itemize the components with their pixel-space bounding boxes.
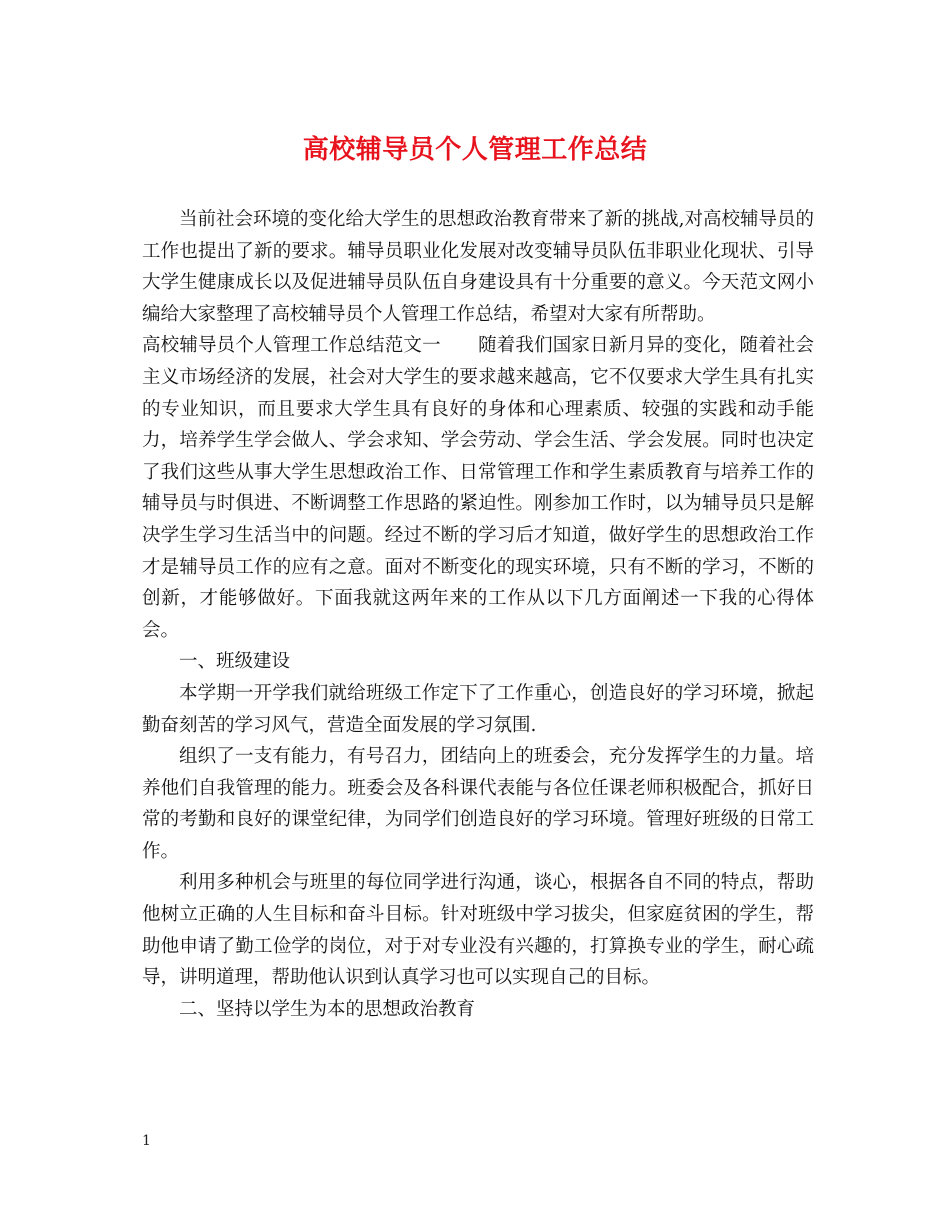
sample-one-paragraph: 高校辅导员个人管理工作总结范文一 随着我们国家日新月异的变化，随着社会主义市场经济的发展，社会对大学生的要求越来越高，它不仅要求大学生具有扎实的专业知识，而且要求大学生具有良好的身体和心理素质、较强的实践和动手能力，培养学生学会做人、学会求知、学会劳动、学会生活、学会发展。同时也决定了我们这些从事大学生思想政治工作、日常管理工作和学生素质教育与培养工作的辅导员与时俱进、不断调整工作思路的紧迫性。刚参加工作时，以为辅导员只是解决学生学习生活当中的问题。经过不断的学习后才知道，做好学生的思想政治工作才是辅导员工作的应有之意。面对不断变化的现实环境，只有不断的学习，不断的创新，才能够做好。下面我就这两年来的工作从以下几方面阐述一下我的心得体会。 [142, 335, 814, 641]
document-title: 高校辅导员个人管理工作总结 [302, 135, 648, 165]
document-body [142, 204, 814, 1025]
body-paragraph: 组织了一支有能力，有号召力，团结向上的班委会，充分发挥学生的力量。培养他们自我管理的能力。班委会及各科课代表能与各位任课老师积极配合，抓好日常的考勤和良好的课堂纪律，为同学们创造良好的学习环境。管理好班级的日常工作。 [142, 746, 814, 862]
intro-paragraph: 当前社会环境的变化给大学生的思想政治教育带来了新的挑战,对高校辅导员的工作也提出了新的要求。辅导员职业化发展对改变辅导员队伍非职业化现状、引导大学生健康成长以及促进辅导员队伍自身建设具有十分重要的意义。今天范文网小编给大家整理了高校辅导员个人管理工作总结，希望对大家有所帮助。 [142, 209, 814, 325]
section-heading-student-centered: 二、坚持以学生为本的思想政治教育 [179, 998, 476, 1020]
section-heading-class-building: 一、班级建设 [179, 651, 291, 673]
body-paragraph: 利用多种机会与班里的每位同学进行沟通，谈心，根据各自不同的特点，帮助他树立正确的人生目标和奋斗目标。针对班级中学习拔尖，但家庭贫困的学生，帮助他申请了勤工俭学的岗位，对于对专业没有兴趣的，打算换专业的学生，耐心疏导，讲明道理，帮助他认识到认真学习也可以实现自己的目标。 [142, 872, 814, 989]
page-number: 1 [142, 1133, 151, 1149]
body-paragraph: 本学期一开学我们就给班级工作定下了工作重心，创造良好的学习环境，掀起勤奋刻苦的学习风气，营造全面发展的学习氛围. [142, 682, 814, 736]
